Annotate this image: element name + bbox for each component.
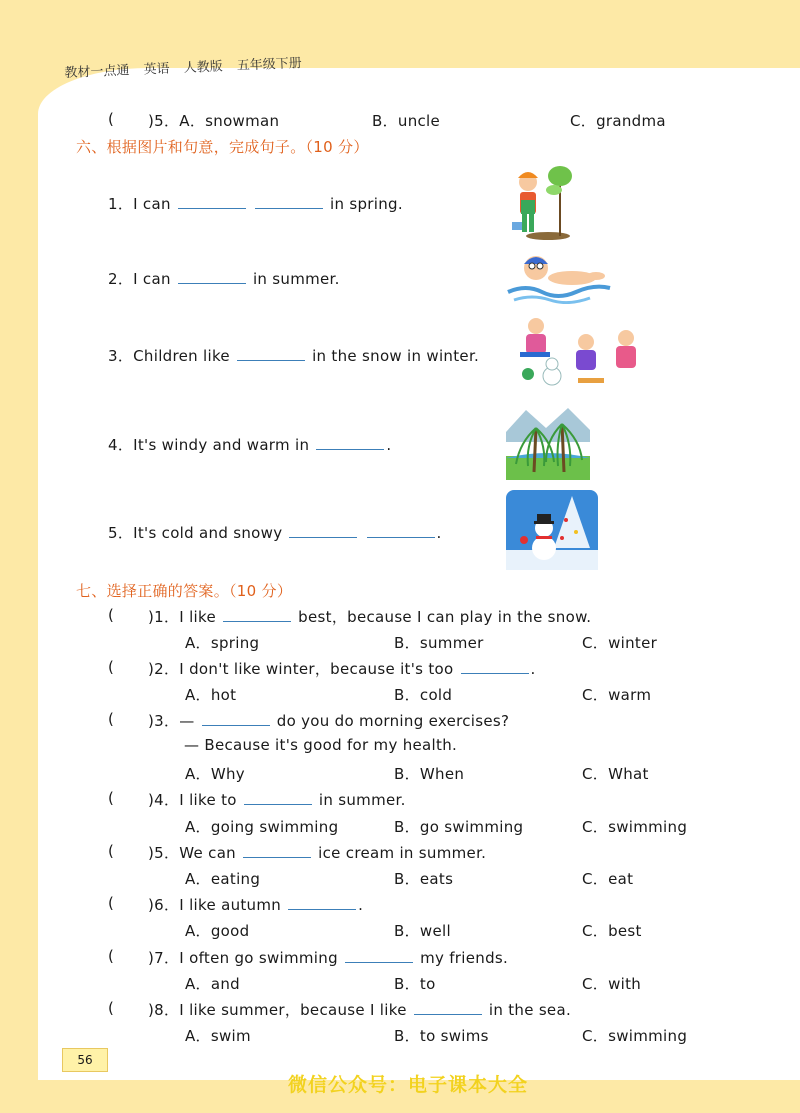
s7-q1-pre: I like xyxy=(179,608,217,626)
s7-q4-pre: I like to xyxy=(179,791,237,809)
s6-item-2-text-a: 2．I can xyxy=(108,270,171,288)
header-edition: 人教版 xyxy=(183,59,223,76)
s7-q3-stem xyxy=(148,710,509,731)
answer-paren: ( xyxy=(108,894,114,912)
s7-q6-option-b[interactable]: B．well xyxy=(394,922,451,940)
s7-q5-number: )5． xyxy=(148,844,180,862)
s7-q8-option-b[interactable]: B．to swims xyxy=(394,1027,489,1045)
answer-blank[interactable] xyxy=(367,523,435,538)
s7-q3-option-b[interactable]: B．When xyxy=(394,765,465,783)
s7-q5-option-a[interactable]: A．eating xyxy=(185,870,261,888)
s7-q1-number: )1． xyxy=(148,608,180,626)
s7-q4-option-b[interactable]: B．go swimming xyxy=(394,818,524,836)
header-grade: 五年级下册 xyxy=(236,56,303,74)
s7-q2-pre: I don't like winter，because it's too xyxy=(179,660,454,678)
willow-trees-image xyxy=(506,402,590,480)
s6-item-1-text-b: in spring. xyxy=(330,195,403,213)
answer-blank[interactable] xyxy=(414,1000,482,1015)
s7-q7-number: )7． xyxy=(148,949,180,967)
answer-blank[interactable] xyxy=(202,711,270,726)
s7-q6-option-c[interactable]: C．best xyxy=(582,922,642,940)
answer-blank[interactable] xyxy=(237,346,305,361)
s7-q1-stem xyxy=(148,606,591,627)
s7-q8-option-a[interactable]: A．swim xyxy=(185,1027,251,1045)
s6-item-4-text-b: . xyxy=(386,436,392,454)
answer-paren: ( xyxy=(108,110,114,128)
s7-q4-option-c[interactable]: C．swimming xyxy=(582,818,688,836)
s7-q5-pre: We can xyxy=(179,844,236,862)
s6-item-1-text-a: 1．I can xyxy=(108,195,171,213)
answer-blank[interactable] xyxy=(345,948,413,963)
s7-q7-pre: I often go swimming xyxy=(179,949,338,967)
s7-q2-option-a[interactable]: A．hot xyxy=(185,686,237,704)
s7-q8-option-c[interactable]: C．swimming xyxy=(582,1027,688,1045)
s7-q6-post: . xyxy=(358,896,364,914)
s7-q5-post: ice cream in summer. xyxy=(318,844,487,862)
s7-q4-number: )4． xyxy=(148,791,180,809)
header-subject: 英语 xyxy=(143,61,170,78)
s7-q2-option-c[interactable]: C．warm xyxy=(582,686,652,704)
s7-q2-stem xyxy=(148,658,536,679)
s7-q2-number: )2． xyxy=(148,660,180,678)
s7-q3-post: do you do morning exercises? xyxy=(276,712,510,730)
header-book: 教材一点通 xyxy=(64,63,130,81)
s7-q3-number: )3． xyxy=(148,712,180,730)
s7-q5-option-b[interactable]: B．eats xyxy=(394,870,454,888)
s7-q5-stem xyxy=(148,842,486,863)
s6-item-3-text-a: 3．Children like xyxy=(108,347,230,365)
s7-q5-option-c[interactable]: C．eat xyxy=(582,870,634,888)
s6-item-5-text-a: 5．It's cold and snowy xyxy=(108,524,283,542)
page-number: 56 xyxy=(62,1048,108,1072)
answer-blank[interactable] xyxy=(178,194,246,209)
s7-q1-option-c[interactable]: C．winter xyxy=(582,634,658,652)
prev-q5-option-c: C．grandma xyxy=(570,112,666,130)
answer-blank[interactable] xyxy=(289,523,357,538)
s7-q3-option-a[interactable]: A．Why xyxy=(185,765,245,783)
s6-item-2 xyxy=(108,268,340,289)
s7-q8-post: in the sea. xyxy=(488,1001,572,1019)
s7-q8-number: )8． xyxy=(148,1001,180,1019)
answer-paren: ( xyxy=(108,999,114,1017)
answer-paren: ( xyxy=(108,947,114,965)
s7-q4-stem xyxy=(148,789,406,810)
answer-blank[interactable] xyxy=(288,895,356,910)
s7-q2-option-b[interactable]: B．cold xyxy=(394,686,453,704)
s7-q7-post: my friends. xyxy=(420,949,509,967)
answer-paren: ( xyxy=(108,842,114,860)
s7-q2-post: . xyxy=(530,660,536,678)
answer-paren: ( xyxy=(108,658,114,676)
s6-item-3 xyxy=(108,345,479,366)
s7-q8-pre: I like summer，because I like xyxy=(179,1001,407,1019)
answer-blank[interactable] xyxy=(243,843,311,858)
boy-swimming-image xyxy=(506,248,614,304)
s7-q7-option-c[interactable]: C．with xyxy=(582,975,642,993)
s6-item-4 xyxy=(108,434,391,455)
s7-q7-option-a[interactable]: A．and xyxy=(185,975,240,993)
s7-q8-stem xyxy=(148,999,571,1020)
s7-q1-option-a[interactable]: A．spring xyxy=(185,634,260,652)
s6-item-2-text-b: in summer. xyxy=(252,270,340,288)
s7-q4-option-a[interactable]: A．going swimming xyxy=(185,818,339,836)
answer-paren: ( xyxy=(108,789,114,807)
answer-paren: ( xyxy=(108,710,114,728)
s7-q6-number: )6． xyxy=(148,896,180,914)
answer-blank[interactable] xyxy=(316,435,384,450)
answer-blank[interactable] xyxy=(244,790,312,805)
s7-q3-pre: — xyxy=(179,712,195,730)
prev-q5-option-a: )5．A．snowman xyxy=(148,112,280,130)
s6-item-1 xyxy=(108,193,403,214)
girl-planting-tree-image xyxy=(504,160,580,242)
s7-q6-stem xyxy=(148,894,363,915)
footer-wechat: 微信公众号：电子课本大全 xyxy=(288,1074,529,1096)
answer-blank[interactable] xyxy=(223,607,291,622)
section6-title: 六、根据图片和句意，完成句子。（10 分） xyxy=(76,138,369,156)
s7-q7-option-b[interactable]: B．to xyxy=(394,975,436,993)
s7-q7-stem xyxy=(148,947,508,968)
s7-q6-option-a[interactable]: A．good xyxy=(185,922,250,940)
s7-q1-post: best，because I can play in the snow. xyxy=(298,608,592,626)
section7-title: 七、选择正确的答案。（10 分） xyxy=(76,582,293,600)
prev-q5-option-b: B．uncle xyxy=(372,112,441,130)
s7-q6-pre: I like autumn xyxy=(179,896,282,914)
s7-q4-post: in summer. xyxy=(318,791,406,809)
s7-q1-option-b[interactable]: B．summer xyxy=(394,634,484,652)
s6-item-5-text-b: . xyxy=(436,524,442,542)
answer-blank[interactable] xyxy=(255,194,323,209)
answer-blank[interactable] xyxy=(178,269,246,284)
snowman-tree-image xyxy=(506,490,598,570)
answer-paren: ( xyxy=(108,606,114,624)
s7-q3-line2: — Because it's good for my health. xyxy=(184,736,458,754)
children-snow-image xyxy=(506,312,648,398)
s7-q3-option-c[interactable]: C．What xyxy=(582,765,649,783)
s6-item-3-text-b: in the snow in winter. xyxy=(312,347,480,365)
s6-item-4-text-a: 4．It's windy and warm in xyxy=(108,436,310,454)
s6-item-5 xyxy=(108,522,442,543)
answer-blank[interactable] xyxy=(461,659,529,674)
